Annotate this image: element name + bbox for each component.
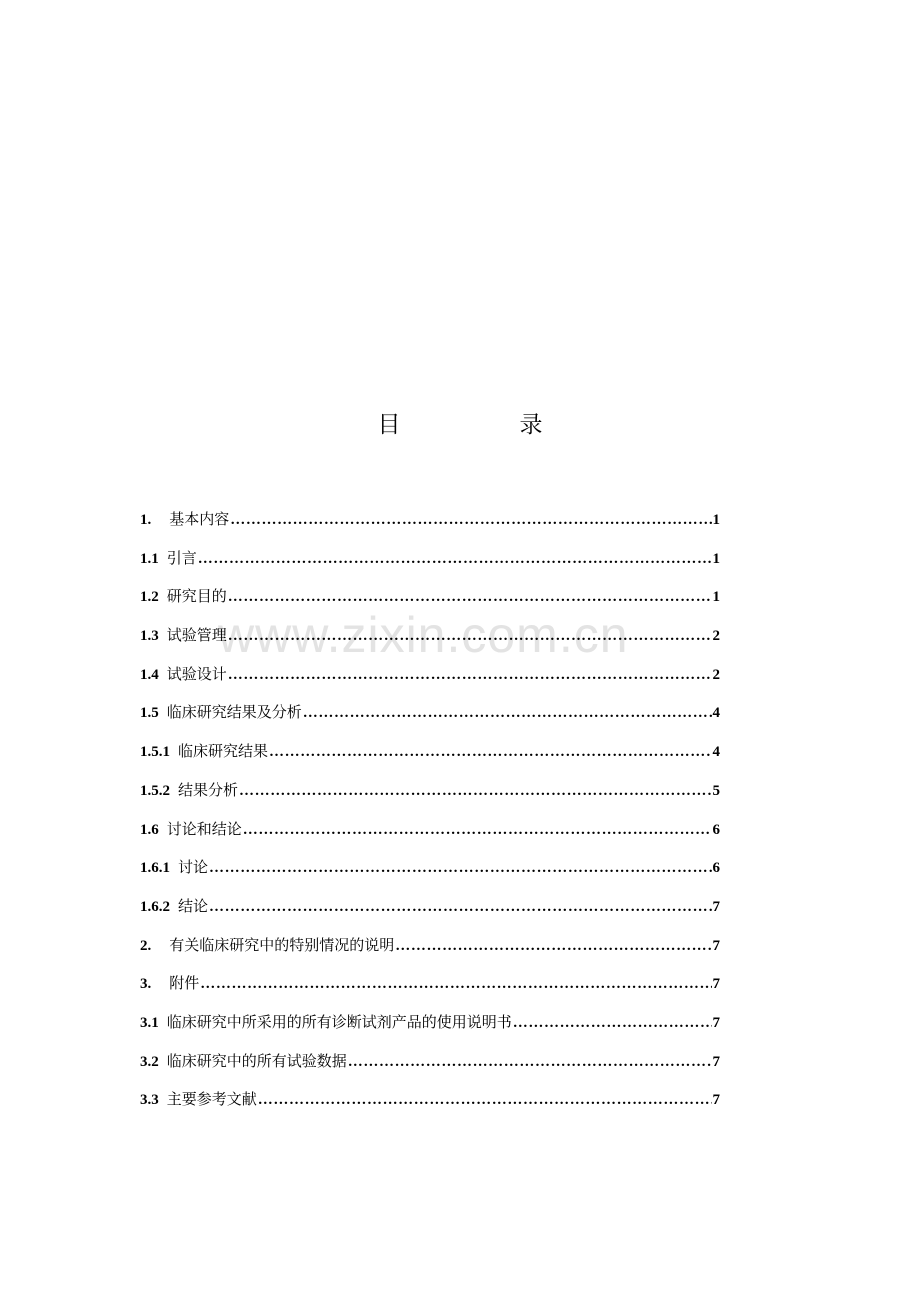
toc-entry-title: 附件 — [169, 974, 200, 993]
toc-entry-title: 讨论和结论 — [166, 819, 242, 838]
toc-entry-title: 临床研究结果 — [178, 742, 269, 761]
watermark: www.zixin.com.cn — [218, 607, 629, 663]
toc-entry-number: 1.5 — [140, 705, 159, 722]
toc-entry-title: 主要参考文献 — [166, 1090, 257, 1109]
toc-entry-number: 1.5.1 — [140, 744, 170, 761]
toc-entry-page-number: 4 — [712, 744, 720, 761]
toc-entry[interactable] — [140, 895, 720, 934]
toc-entry-title: 临床研究中的所有试验数据 — [166, 1051, 347, 1070]
toc-entry-page-number: 2 — [712, 628, 720, 645]
toc-entry-number: 1.4 — [140, 666, 159, 683]
toc-leader-dots — [348, 1054, 712, 1071]
toc-entry-page-number: 7 — [712, 1053, 720, 1070]
toc-leader-dots — [228, 628, 712, 645]
toc-entry-page-number: 7 — [712, 937, 720, 954]
toc-list — [140, 508, 720, 1127]
toc-entry-page-number: 7 — [712, 1014, 720, 1031]
toc-entry-title: 临床研究结果及分析 — [166, 703, 302, 722]
toc-entry-title: 基本内容 — [169, 510, 230, 528]
toc-entry-number: 3. — [140, 976, 152, 993]
toc-entry-page-number: 7 — [712, 1092, 720, 1109]
toc-leader-dots — [258, 1092, 712, 1109]
toc-leader-dots — [243, 822, 712, 839]
toc-leader-dots — [200, 976, 711, 993]
toc-entry-page-number: 7 — [712, 898, 720, 915]
toc-entry[interactable] — [140, 972, 720, 1011]
toc-leader-dots — [513, 1015, 712, 1032]
toc-leader-dots — [228, 667, 712, 684]
toc-entry-page-number: 5 — [712, 782, 720, 799]
toc-entry[interactable] — [140, 701, 720, 740]
toc-entry-number: 1.5.2 — [140, 782, 170, 799]
toc-entry-number: 1.2 — [140, 589, 159, 606]
toc-entry-page-number: 2 — [712, 666, 720, 683]
toc-entry-number: 3.2 — [140, 1053, 159, 1070]
toc-entry[interactable] — [140, 1011, 720, 1050]
toc-entry-page-number: 7 — [712, 976, 720, 993]
toc-entry-page-number: 1 — [712, 512, 720, 528]
toc-entry-title: 结论 — [178, 896, 209, 915]
toc-entry[interactable] — [140, 585, 720, 624]
toc-entry-number: 3.3 — [140, 1092, 159, 1109]
toc-entry[interactable] — [140, 818, 720, 857]
toc-leader-dots — [239, 783, 711, 800]
toc-entry-number: 1.6 — [140, 821, 159, 838]
toc-entry-number: 2. — [140, 937, 152, 954]
toc-entry-page-number: 1 — [712, 589, 720, 606]
toc-entry-title: 引言 — [166, 548, 197, 567]
toc-leader-dots — [395, 938, 711, 955]
toc-entry-title: 讨论 — [178, 858, 209, 877]
toc-title: 目 录 — [377, 412, 591, 438]
toc-entry-title: 研究目的 — [166, 587, 227, 606]
toc-leader-dots — [303, 705, 712, 722]
toc-entry[interactable] — [140, 740, 720, 779]
toc-entry-title: 试验设计 — [166, 664, 227, 683]
toc-entry-page-number: 1 — [712, 550, 720, 567]
toc-entry[interactable] — [140, 934, 720, 973]
toc-entry[interactable] — [140, 547, 720, 586]
toc-entry-page-number: 6 — [712, 860, 720, 877]
toc-entry-title: 试验管理 — [166, 626, 227, 645]
toc-entry-page-number: 6 — [712, 821, 720, 838]
toc-leader-dots — [198, 551, 712, 568]
toc-entry[interactable] — [140, 1088, 720, 1127]
toc-entry-title: 有关临床研究中的特别情况的说明 — [169, 935, 395, 954]
toc-entry-number: 1.3 — [140, 628, 159, 645]
toc-entry-number: 1. — [140, 512, 152, 528]
toc-leader-dots — [230, 512, 711, 529]
toc-leader-dots — [228, 589, 712, 606]
toc-entry[interactable] — [140, 1050, 720, 1089]
toc-entry[interactable] — [140, 663, 720, 702]
toc-entry-title: 结果分析 — [178, 780, 239, 799]
toc-entry-title: 临床研究中所采用的所有诊断试剂产品的使用说明书 — [166, 1012, 512, 1031]
toc-entry[interactable] — [140, 779, 720, 818]
toc-entry-page-number: 4 — [712, 705, 720, 722]
toc-leader-dots — [209, 899, 711, 916]
toc-entry[interactable] — [140, 508, 720, 547]
toc-leader-dots — [269, 744, 711, 761]
toc-entry-number: 3.1 — [140, 1014, 159, 1031]
toc-entry[interactable] — [140, 856, 720, 895]
toc-entry-number: 1.6.2 — [140, 898, 170, 915]
toc-entry-number: 1.1 — [140, 550, 159, 567]
toc-leader-dots — [209, 860, 711, 877]
toc-entry[interactable] — [140, 624, 720, 663]
toc-entry-number: 1.6.1 — [140, 860, 170, 877]
